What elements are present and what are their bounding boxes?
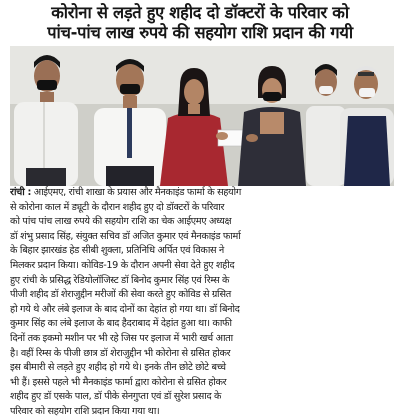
article-line-5: के बिहार झारखंड हेड सीबी शुक्ला, प्रतिनिधि अर्पित एवं विकास ने (10, 245, 224, 257)
hand-right (246, 134, 258, 142)
article-line-16: परिवार को सहयोग राशि प्रदान किया गया था। (10, 405, 160, 417)
tie (127, 108, 132, 158)
article-line-6: मिलकर प्रदान किया। कोविड-19 के दौरान अपनी सेवा देते हुए शहीद (10, 259, 235, 271)
headline (6, 3, 394, 43)
article-line-14: भी हैं। इससे पहले भी मैनकाइंड फार्मा द्वारा कोरोना से ग्रसित होकर (10, 376, 227, 388)
hand-left (216, 132, 228, 140)
article-line-10: कुमार सिंह का लंबे इलाज के बाद हैदराबाद में देहांत हुआ था। काफी (10, 318, 232, 330)
article-line-11: दिनों तक इकमो मशीन पर भी रहे जिस पर इलाज में भारी खर्च आता (10, 332, 233, 344)
article-line-15: शहीद हुए डॉ एसके पाल, डॉ पीके सेनगुप्ता एवं डॉ सुरेश प्रसाद के (10, 391, 222, 403)
headline-line-2: पांच-पांच लाख रुपये की सहयोग राशि प्रदान की गयी (47, 23, 353, 42)
photo-illustration (10, 46, 394, 186)
article-line-4: डॉ शंभु प्रसाद सिंह, संयुक्त सचिव डॉ अजित कुमार एवं मैनकाइंड फार्मा (10, 230, 241, 242)
mask-6 (359, 88, 375, 97)
article-line-9: हो गये थे और लंबे इलाज के बाद दोनों का देहांत हो गया था। डॉ बिनोद (10, 303, 240, 315)
group-photo (10, 46, 394, 186)
mask-2 (120, 84, 140, 94)
article-line-2: से कोरोना काल में ड्यूटी के दौरान शहीद हुए दो डॉक्टरों के परिवार (10, 201, 225, 213)
mask-1 (37, 80, 57, 90)
article-line-3: को पांच पांच लाख रुपये की सहयोग राशि का चेक आईएमए अध्यक्ष (10, 216, 232, 228)
mask-4 (263, 92, 281, 101)
article-line-8: पीजी शहीद डॉ शेराजुद्दीन मरीजों की सेवा करते हुए कोविड से ग्रसित (10, 289, 231, 301)
mask-5 (319, 86, 333, 94)
article-body (10, 186, 393, 420)
article-line-1 (10, 186, 393, 201)
article-line-13: इस बीमारी से लड़ते हुए शहीद हो गये थे। इनके तीन छोटे छोटे बच्चे (10, 362, 226, 374)
article-line-12: है। वहीं रिम्स के पीजी छात्र डॉ शेराजुद्दीन भी कोरोना से ग्रसित होकर (10, 347, 231, 359)
article-line-7: हुए रांची के प्रसिद्ध रेडियोलॉजिस्ट डॉ बिनोद कुमार सिंह एवं रिम्स के (10, 274, 230, 286)
article-line-1-text: आईएमए, रांची शाखा के प्रयास और मैनकाइंड फार्मा के सहयोग (30, 187, 241, 198)
dateline: रांची : (10, 187, 31, 198)
headline-line-1: कोरोना से लड़ते हुए शहीद दो डॉक्टरों के परिवार को (51, 3, 349, 22)
